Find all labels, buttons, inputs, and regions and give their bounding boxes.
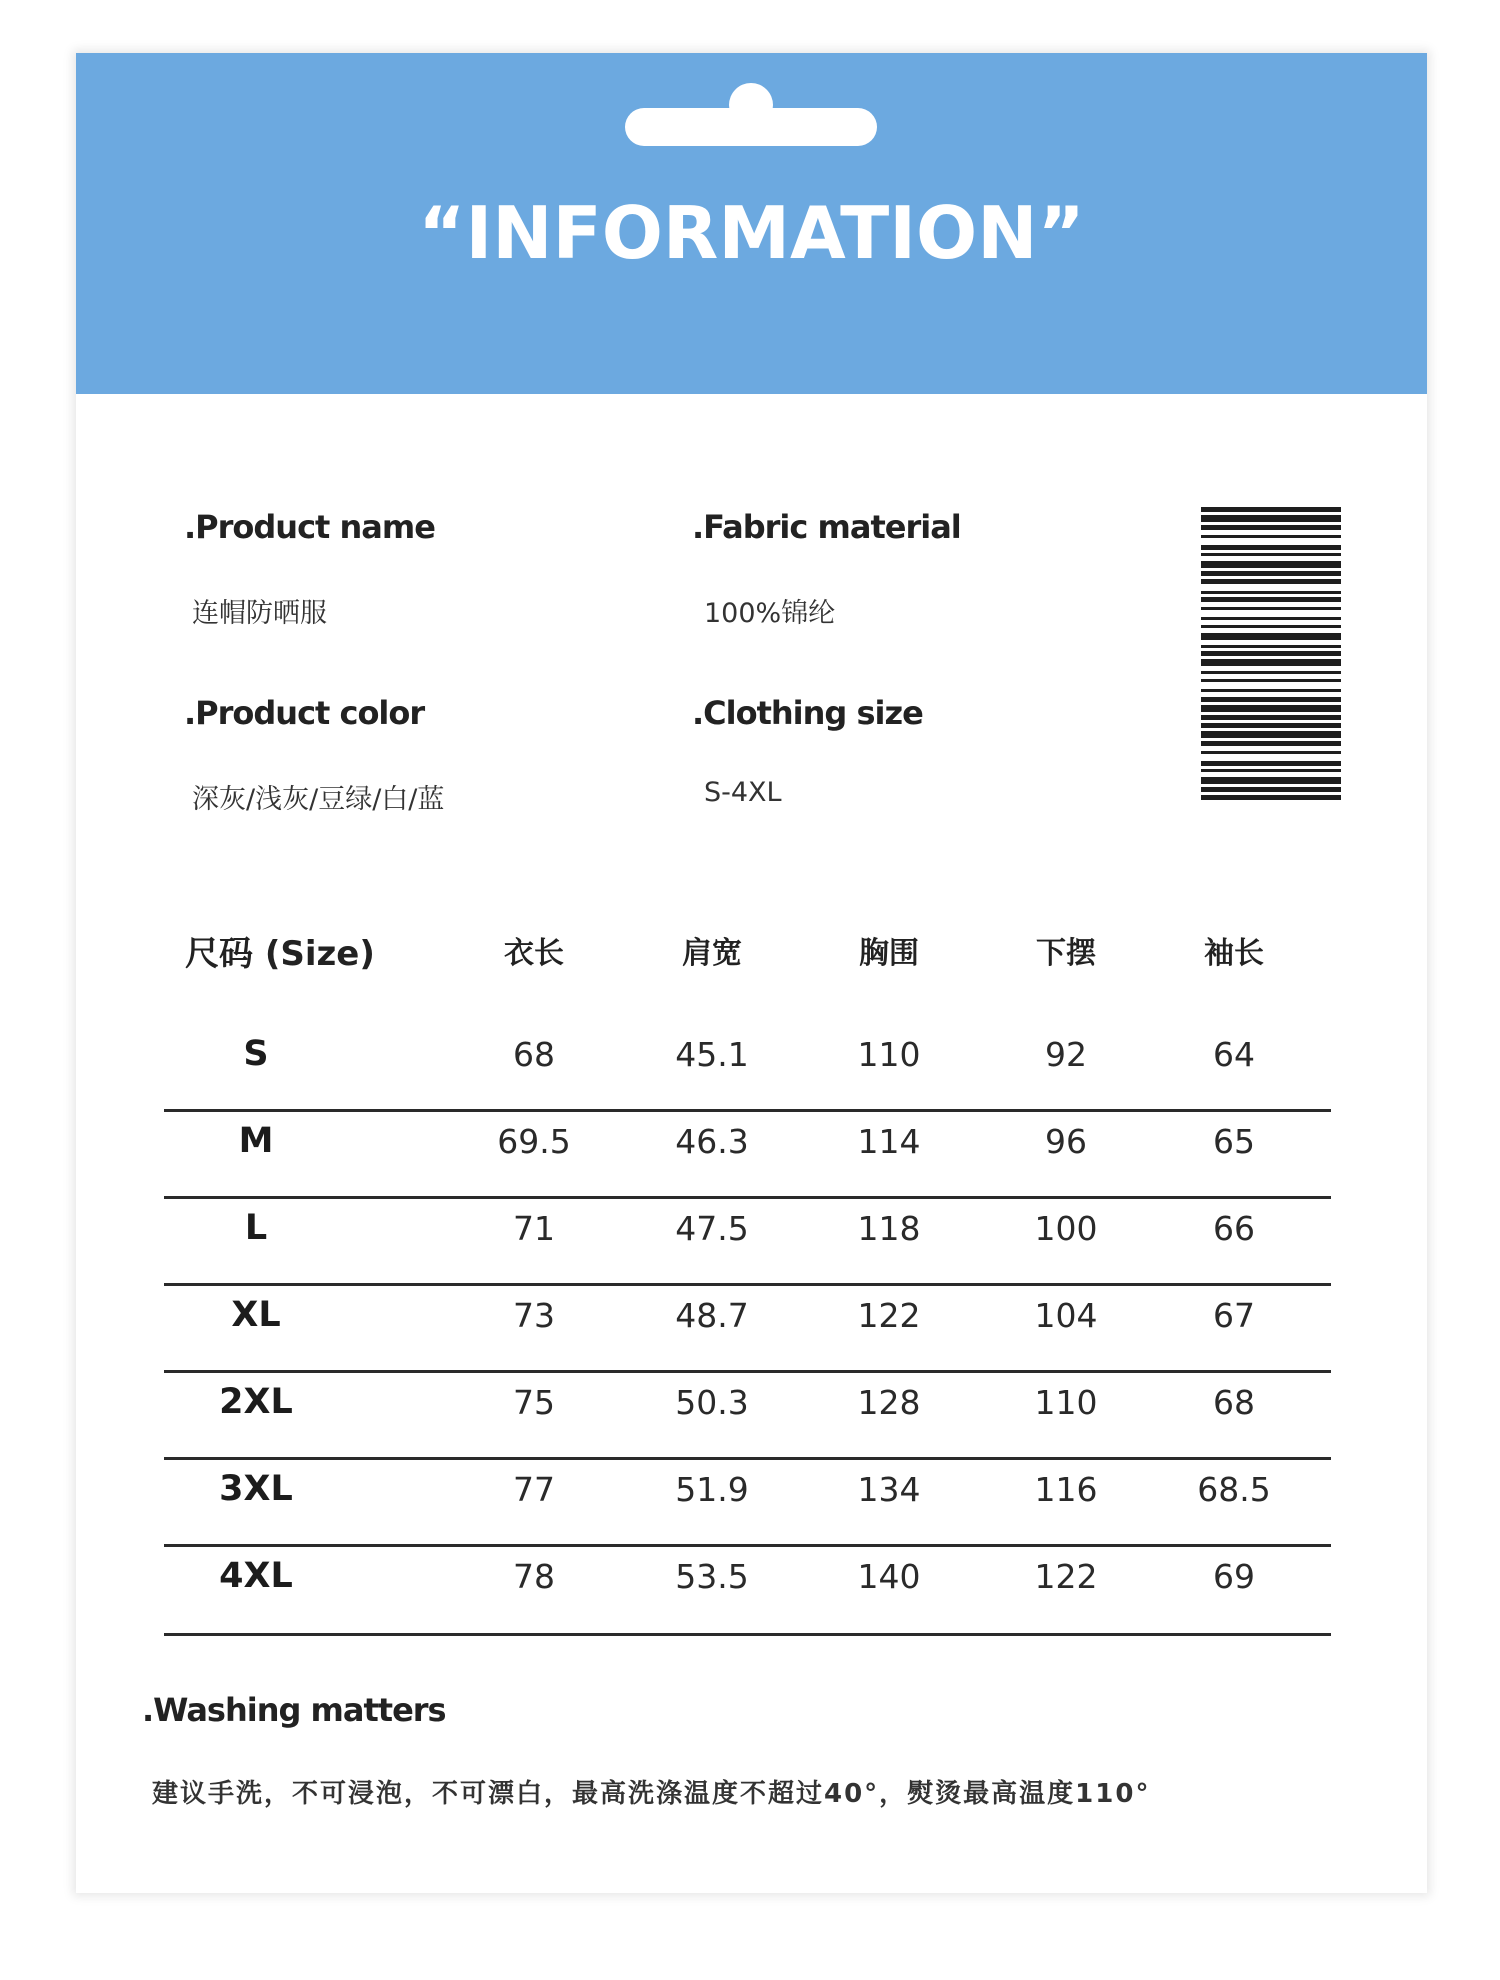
table-row (164, 1272, 1331, 1359)
fabric-material-value: 100%锦纶 (704, 598, 836, 629)
info-card (76, 53, 1427, 1893)
washing-instructions: 建议手洗，不可浸泡，不可漂白，最高洗涤温度不超过40°，熨烫最高温度110° (152, 1779, 1151, 1809)
table-row (164, 1533, 1331, 1620)
table-row (164, 1185, 1331, 1272)
size-cell: S (243, 1034, 269, 1074)
table-cell: 116 (1034, 1470, 1098, 1509)
table-cell: 122 (857, 1296, 921, 1335)
table-cell: 69 (1213, 1557, 1255, 1596)
table-cell: 68.5 (1197, 1470, 1271, 1509)
table-row (164, 1098, 1331, 1185)
table-cell: 65 (1213, 1122, 1255, 1161)
fabric-material-label: .Fabric material (692, 508, 961, 546)
table-cell: 46.3 (675, 1122, 749, 1161)
table-cell: 53.5 (675, 1557, 749, 1596)
page-title: “INFORMATION” (418, 191, 1085, 275)
table-cell: 96 (1045, 1122, 1087, 1161)
size-cell: XL (231, 1295, 281, 1335)
table-cell: 47.5 (675, 1209, 749, 1248)
column-header: 胸围 (859, 936, 919, 971)
table-row (164, 1359, 1331, 1446)
size-cell: 4XL (219, 1556, 293, 1596)
header-banner (76, 53, 1427, 394)
table-cell: 73 (513, 1296, 555, 1335)
washing-title: .Washing matters (142, 1691, 446, 1729)
table-cell: 67 (1213, 1296, 1255, 1335)
table-cell: 92 (1045, 1035, 1087, 1074)
clothing-size-value: S-4XL (704, 777, 782, 808)
table-cell: 128 (857, 1383, 921, 1422)
table-cell: 78 (513, 1557, 555, 1596)
table-cell: 75 (513, 1383, 555, 1422)
barcode-icon (1201, 507, 1341, 802)
table-cell: 48.7 (675, 1296, 749, 1335)
column-header: 衣长 (504, 936, 564, 971)
table-cell: 140 (857, 1557, 921, 1596)
table-cell: 100 (1034, 1209, 1098, 1248)
table-cell: 51.9 (675, 1470, 749, 1509)
column-header: 袖长 (1204, 936, 1264, 971)
size-cell: L (244, 1208, 268, 1248)
table-cell: 118 (857, 1209, 921, 1248)
column-header: 肩宽 (682, 936, 742, 971)
table-row (164, 1446, 1331, 1533)
product-color-label: .Product color (184, 694, 425, 732)
table-cell: 71 (513, 1209, 555, 1248)
table-cell: 114 (857, 1122, 921, 1161)
size-cell: 3XL (219, 1469, 293, 1509)
column-header: 尺码 (Size) (185, 934, 375, 974)
table-cell: 68 (513, 1035, 555, 1074)
table-cell: 64 (1213, 1035, 1255, 1074)
table-cell: 69.5 (497, 1122, 571, 1161)
table-cell: 45.1 (675, 1035, 749, 1074)
product-color-value: 深灰/浅灰/豆绿/白/蓝 (192, 784, 445, 815)
clothing-size-label: .Clothing size (692, 694, 923, 732)
size-cell: M (238, 1121, 274, 1161)
column-header: 下摆 (1036, 936, 1096, 971)
size-cell: 2XL (219, 1382, 293, 1422)
product-name-value: 连帽防晒服 (192, 598, 327, 629)
table-cell: 110 (857, 1035, 921, 1074)
table-cell: 68 (1213, 1383, 1255, 1422)
row-divider (164, 1633, 1331, 1636)
table-cell: 77 (513, 1470, 555, 1509)
table-cell: 50.3 (675, 1383, 749, 1422)
table-cell: 110 (1034, 1383, 1098, 1422)
table-cell: 104 (1034, 1296, 1098, 1335)
table-cell: 122 (1034, 1557, 1098, 1596)
table-row (164, 1011, 1331, 1098)
hanger-bar-icon (625, 108, 877, 146)
product-name-label: .Product name (184, 508, 435, 546)
table-cell: 66 (1213, 1209, 1255, 1248)
table-cell: 134 (857, 1470, 921, 1509)
